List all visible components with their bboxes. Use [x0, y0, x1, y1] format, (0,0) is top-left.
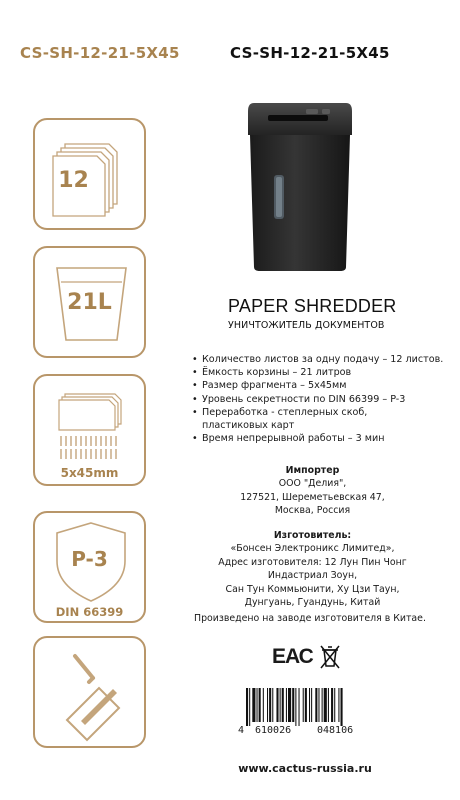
importer-line: ООО "Делия",: [278, 478, 347, 490]
barcode-bar: [322, 688, 323, 722]
manufacturer-line: Сан Тун Коммьюнити, Ху Цзи Таун,: [225, 583, 400, 595]
manufacturer-line: «Бонсен Электроникс Лимитед»,: [230, 543, 395, 555]
barcode-bar: [267, 688, 268, 722]
barcode-bar: [311, 688, 312, 722]
website-link[interactable]: www.cactus-russia.ru: [238, 762, 372, 775]
product-title: PAPER SHREDDER: [228, 296, 397, 316]
security-level: P-3: [71, 547, 108, 571]
barcode-bar: [331, 688, 333, 722]
barcode-bar: [282, 688, 284, 722]
barcode-bar: [318, 688, 319, 722]
made-in-note: Произведено на заводе изготовителя в Китае.: [194, 613, 426, 624]
fragment-size: 5x45mm: [60, 466, 119, 480]
barcode-bar: [288, 688, 291, 722]
barcode-bar: [324, 688, 327, 722]
shredder-product-image: [240, 95, 360, 275]
barcode-bar: [328, 688, 329, 722]
barcode-bar: [309, 688, 310, 722]
importer-line: 127521, Шереметьевская 47,: [240, 491, 385, 503]
credit-card-icon: [67, 688, 119, 740]
barcode-bar: [315, 688, 317, 722]
barcode-bar: [259, 688, 261, 722]
bin-volume: 21L: [67, 290, 112, 315]
fragment-size-card: [33, 374, 146, 486]
spec-item: • Переработка - степлерных скоб, пластиковых карт: [192, 406, 412, 432]
barcode-bar: [249, 688, 250, 726]
barcode-bar: [341, 688, 343, 726]
model-right: CS-SH-12-21-5X45: [230, 44, 390, 62]
importer-line: Москва, Россия: [274, 505, 351, 517]
product-subtitle: УНИЧТОЖИТЕЛЬ ДОКУМЕНТОВ: [228, 320, 385, 331]
manufacturer-line: Адрес изготовителя: 12 Лун Пин Чонг: [218, 556, 407, 568]
barcode-bar: [299, 688, 300, 726]
staple-and-card-icon: [35, 638, 148, 750]
barcode-bar: [272, 688, 273, 722]
barcode-bar: [305, 688, 307, 722]
crossed-bin-icon: [318, 644, 342, 670]
recycling-card: [33, 636, 146, 748]
barcode-bar: [303, 688, 304, 722]
barcode-bar: [246, 688, 248, 726]
spec-item: • Количество листов за одну подачу – 12 листов.: [192, 353, 454, 366]
manufacturer-line: Дунгуань, Гуандунь, Китай: [244, 597, 381, 609]
bin-capacity-card: [33, 246, 146, 358]
staple-icon: [75, 656, 93, 682]
barcode-bar: [334, 688, 335, 722]
barcode-first-digit: 4: [238, 725, 245, 736]
barcode-bar: [292, 688, 294, 722]
security-standard: DIN 66399: [55, 605, 124, 619]
barcode-bar: [286, 688, 287, 722]
spec-list: [192, 353, 454, 445]
manufacturer-heading: Изготовитель:: [273, 530, 352, 541]
model-left: CS-SH-12-21-5X45: [20, 44, 180, 62]
security-level-card: [33, 511, 146, 623]
importer-block: [170, 464, 455, 518]
barcode-icon: [232, 688, 372, 728]
manufacturer-line: Индастриал Зоун,: [267, 570, 358, 582]
eac-mark-icon: ЕАС: [272, 645, 313, 668]
spec-item: • Уровень секретности по DIN 66399 – P-3: [192, 393, 454, 406]
spec-item: • Ёмкость корзины – 21 литров: [192, 366, 454, 379]
barcode-bar: [263, 688, 264, 722]
spec-item: • Размер фрагмента – 5x45мм: [192, 379, 454, 392]
barcode-bar: [280, 688, 281, 722]
barcode-bar: [252, 688, 255, 722]
barcode-bar: [269, 688, 271, 722]
sheet-capacity-card: [33, 118, 146, 230]
sheet-count: 12: [58, 168, 89, 193]
spec-item: • Время непрерывной работы – 3 мин: [192, 432, 454, 445]
importer-heading: Импортер: [285, 465, 340, 476]
barcode-left-group: 610026: [255, 725, 292, 736]
manufacturer-block: [170, 529, 455, 609]
barcode-right-group: 048106: [317, 725, 354, 736]
barcode-bar: [295, 688, 296, 726]
barcode-bar: [276, 688, 278, 722]
barcode-bar: [338, 688, 339, 722]
barcode-bar: [257, 688, 258, 722]
